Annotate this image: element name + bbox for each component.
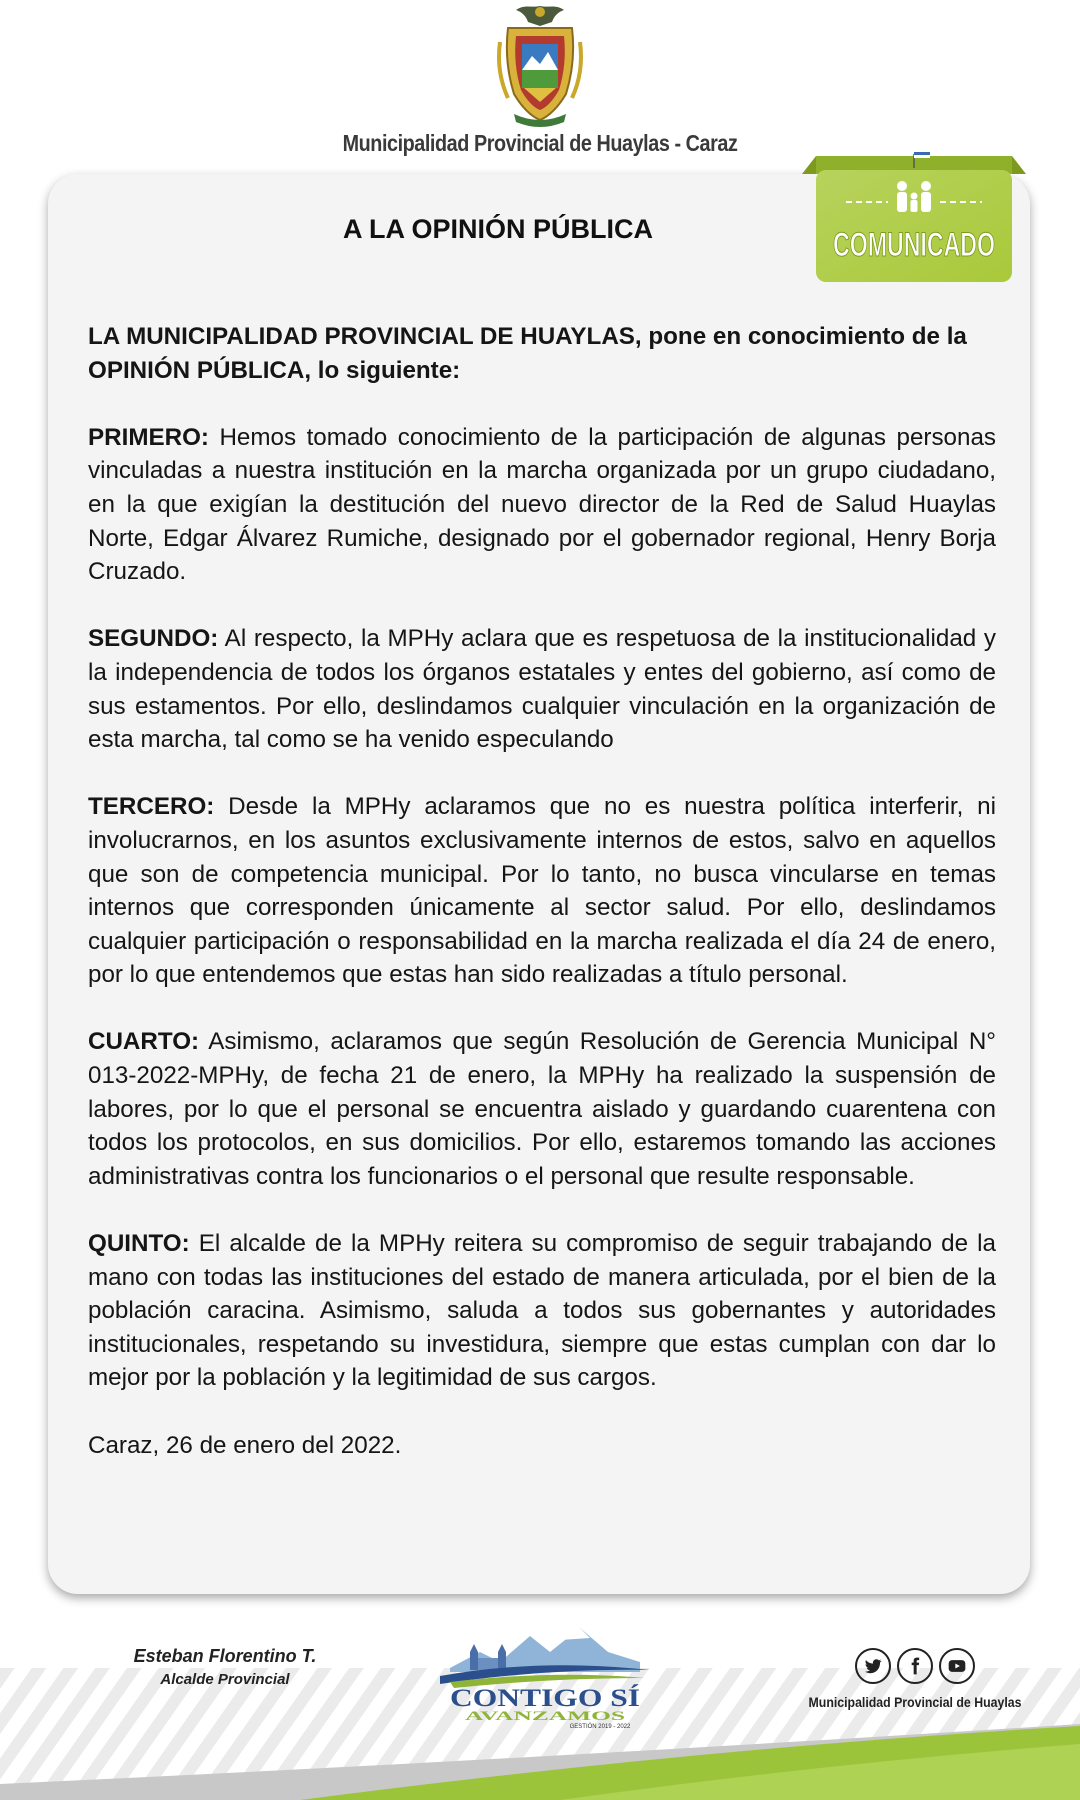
signer-role: Alcalde Provincial xyxy=(160,1671,290,1688)
section-label: QUINTO: xyxy=(88,1230,190,1258)
section-cuarto xyxy=(88,1025,996,1193)
svg-text:AVANZAMOS: AVANZAMOS xyxy=(465,1708,625,1723)
facebook-icon[interactable] xyxy=(897,1648,933,1684)
section-text: Desde la MPHy aclaramos que no es nuestra política interferir, ni involucrarnos, en los asuntos exclusivamente internos de estos, salvo en aquellos que son de competencia municipal. Por lo tanto, no busca vincularse en temas internos que corresponden únicamente al sector salud. Por ello, deslindamos cualquier participación o responsabilidad en la marcha realizada el día 24 de enero, por lo que entendemos que estas han sido realizadas a título personal. xyxy=(88,793,996,989)
section-label: PRIMERO: xyxy=(88,423,209,451)
organization-title: Municipalidad Provincial de Huaylas - Caraz xyxy=(342,130,738,156)
social-block xyxy=(780,1648,1050,1710)
section-text: El alcalde de la MPHy reitera su compromiso de seguir trabajando de la mano con todas las instituciones del estado de manera articulada, por el bien de la población caracina. Asimismo, saluda a todos sus gobernantes y autoridades institucionales, respetando su investidura, siempre que estas cumplan con dar lo mejor por la población y la legitimidad de sus cargos. xyxy=(88,1230,996,1392)
section-label: TERCERO: xyxy=(88,793,215,821)
signature-block xyxy=(110,1646,340,1688)
section-label: CUARTO: xyxy=(88,1028,200,1056)
document-date: Caraz, 26 de enero del 2022. xyxy=(88,1431,402,1459)
communique-card xyxy=(48,174,1030,1594)
youtube-icon[interactable] xyxy=(939,1648,975,1684)
section-label: SEGUNDO: xyxy=(88,625,219,653)
social-organization-name: Municipalidad Provincial de Huaylas xyxy=(808,1694,1022,1710)
page-title: A LA OPINIÓN PÚBLICA xyxy=(343,214,653,244)
section-primero xyxy=(88,421,996,589)
twitter-icon[interactable] xyxy=(855,1648,891,1684)
social-icons xyxy=(780,1648,1050,1684)
communique-body xyxy=(88,320,996,1462)
section-tercero xyxy=(88,790,996,992)
intro-paragraph: LA MUNICIPALIDAD PROVINCIAL DE HUAYLAS, pone en conocimiento de la OPINIÓN PÚBLICA, lo siguiente: xyxy=(88,323,967,384)
section-text: Asimismo, aclaramos que según Resolución de Gerencia Municipal N° 013-2022-MPHy, de fecha 21 de enero, la MPHy ha realizado la suspensión de labores, por lo que el personal se encuentra aislado y guardando cuarentena con todos los protocolos, en sus domicilios. Por ello, estaremos tomando las acciones administrativas contra los funcionarios o el personal que resulte responsable. xyxy=(88,1028,996,1190)
section-segundo xyxy=(88,622,996,756)
svg-text:GESTIÓN 2019 - 2022: GESTIÓN 2019 - 2022 xyxy=(569,1724,631,1730)
svg-text:COMUNICADO: COMUNICADO xyxy=(833,226,995,264)
svg-text:CONTIGO SÍ: CONTIGO SÍ xyxy=(450,1685,601,1712)
contigo-si-avanzamos-logo xyxy=(440,1622,650,1730)
section-text: Hemos tomado conocimiento de la participación de algunas personas vinculadas a nuestra institución en la marcha organizada por un grupo ciudadano, en la que exigían la destitución del nuevo director de la Red de Salud Huaylas Norte, Edgar Álvarez Rumiche, designado por el gobernador regional, Henry Borja Cruzado. xyxy=(88,423,996,586)
signer-name: Esteban Florentino T. xyxy=(133,1646,317,1666)
section-quinto xyxy=(88,1227,996,1395)
comunicado-badge xyxy=(802,156,1026,286)
section-text: Al respecto, la MPHy aclara que es respetuosa de la institucionalidad y la independencia de todos los órganos estatales y entes del gobierno, así como de sus estamentos. Por ello, deslindamos cualquier vinculación en la organización de esta marcha, tal como se ha venido especulando xyxy=(88,625,996,754)
municipal-crest-logo xyxy=(494,2,586,130)
